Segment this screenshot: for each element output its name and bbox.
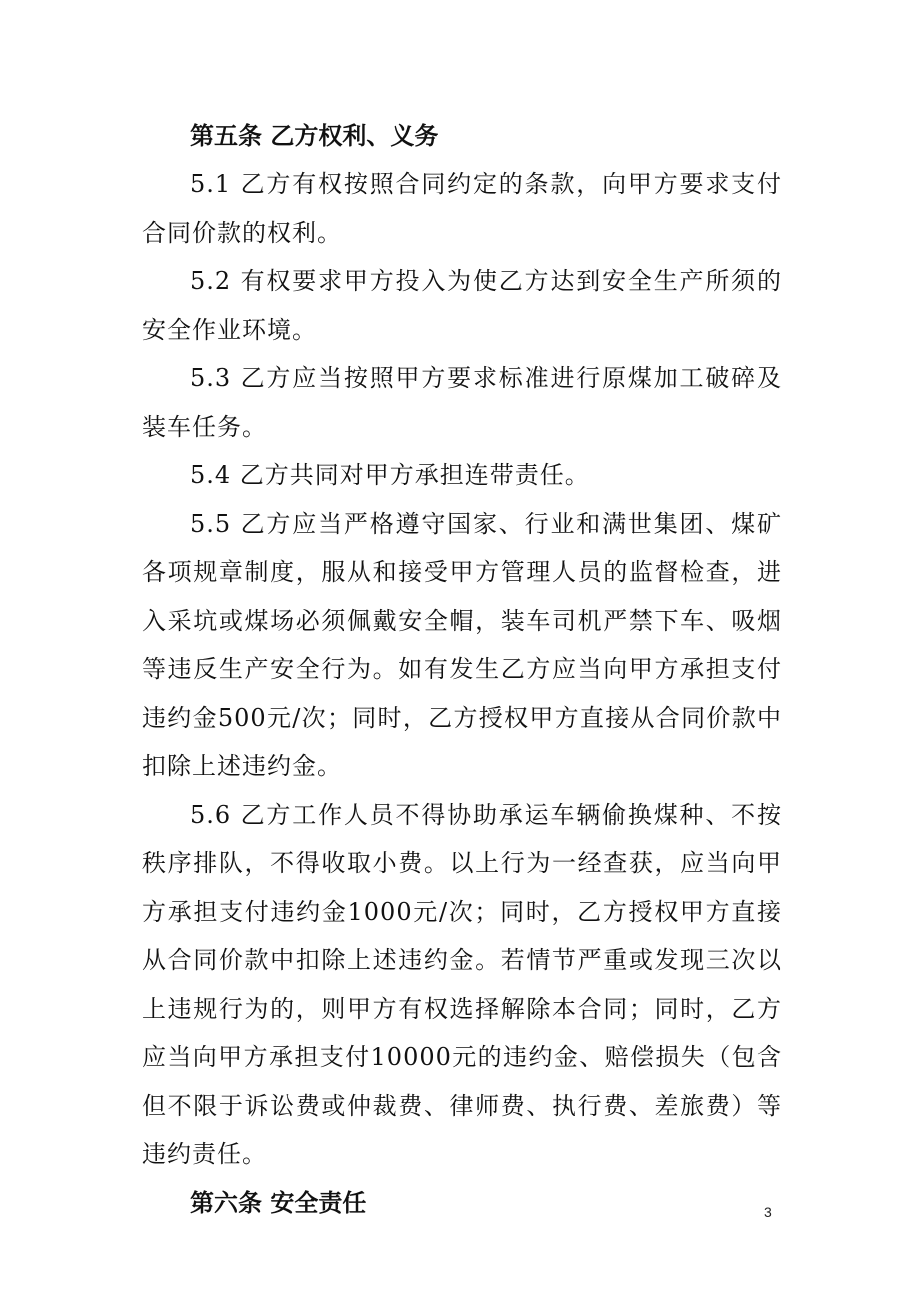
page-number: 3 [764, 1204, 772, 1220]
clause-5-1: 5.1 乙方有权按照合同约定的条款，向甲方要求支付合同价款的权利。 [142, 170, 782, 247]
clause-5-5: 5.5 乙方应当严格遵守国家、行业和满世集团、煤矿各项规章制度，服从和接受甲方管理人员的监督检查，进入采坑或煤场必须佩戴安全帽，装车司机严禁下车、吸烟等违反生产安全行为。如有发生乙方应当向甲方承担支付违约金500元/次；同时，乙方授权甲方直接从合同价款中扣除上述违约金。 [142, 509, 782, 780]
clause-5-3: 5.3 乙方应当按照甲方要求标准进行原煤加工破碎及装车任务。 [142, 364, 782, 441]
clause-5-2: 5.2 有权要求甲方投入为使乙方达到安全生产所须的安全作业环境。 [142, 267, 782, 344]
clause-5-6: 5.6 乙方工作人员不得协助承运车辆偷换煤种、不按秩序排队，不得收取小费。以上行为一经查获，应当向甲方承担支付违约金1000元/次；同时，乙方授权甲方直接从合同价款中扣除上述违约金。若情节严重或发现三次以上违规行为的，则甲方有权选择解除本合同；同时，乙方应当向甲方承担支付10000元的违约金、赔偿损失（包含但不限于诉讼费或仲裁费、律师费、执行费、差旅费）等违约责任。 [142, 800, 782, 1168]
document-body [142, 112, 782, 1227]
article-6-heading: 第六条 安全责任 [190, 1188, 367, 1217]
clause-5-4: 5.4 乙方共同对甲方承担连带责任。 [190, 461, 590, 489]
article-5-heading: 第五条 乙方权利、义务 [190, 122, 439, 150]
